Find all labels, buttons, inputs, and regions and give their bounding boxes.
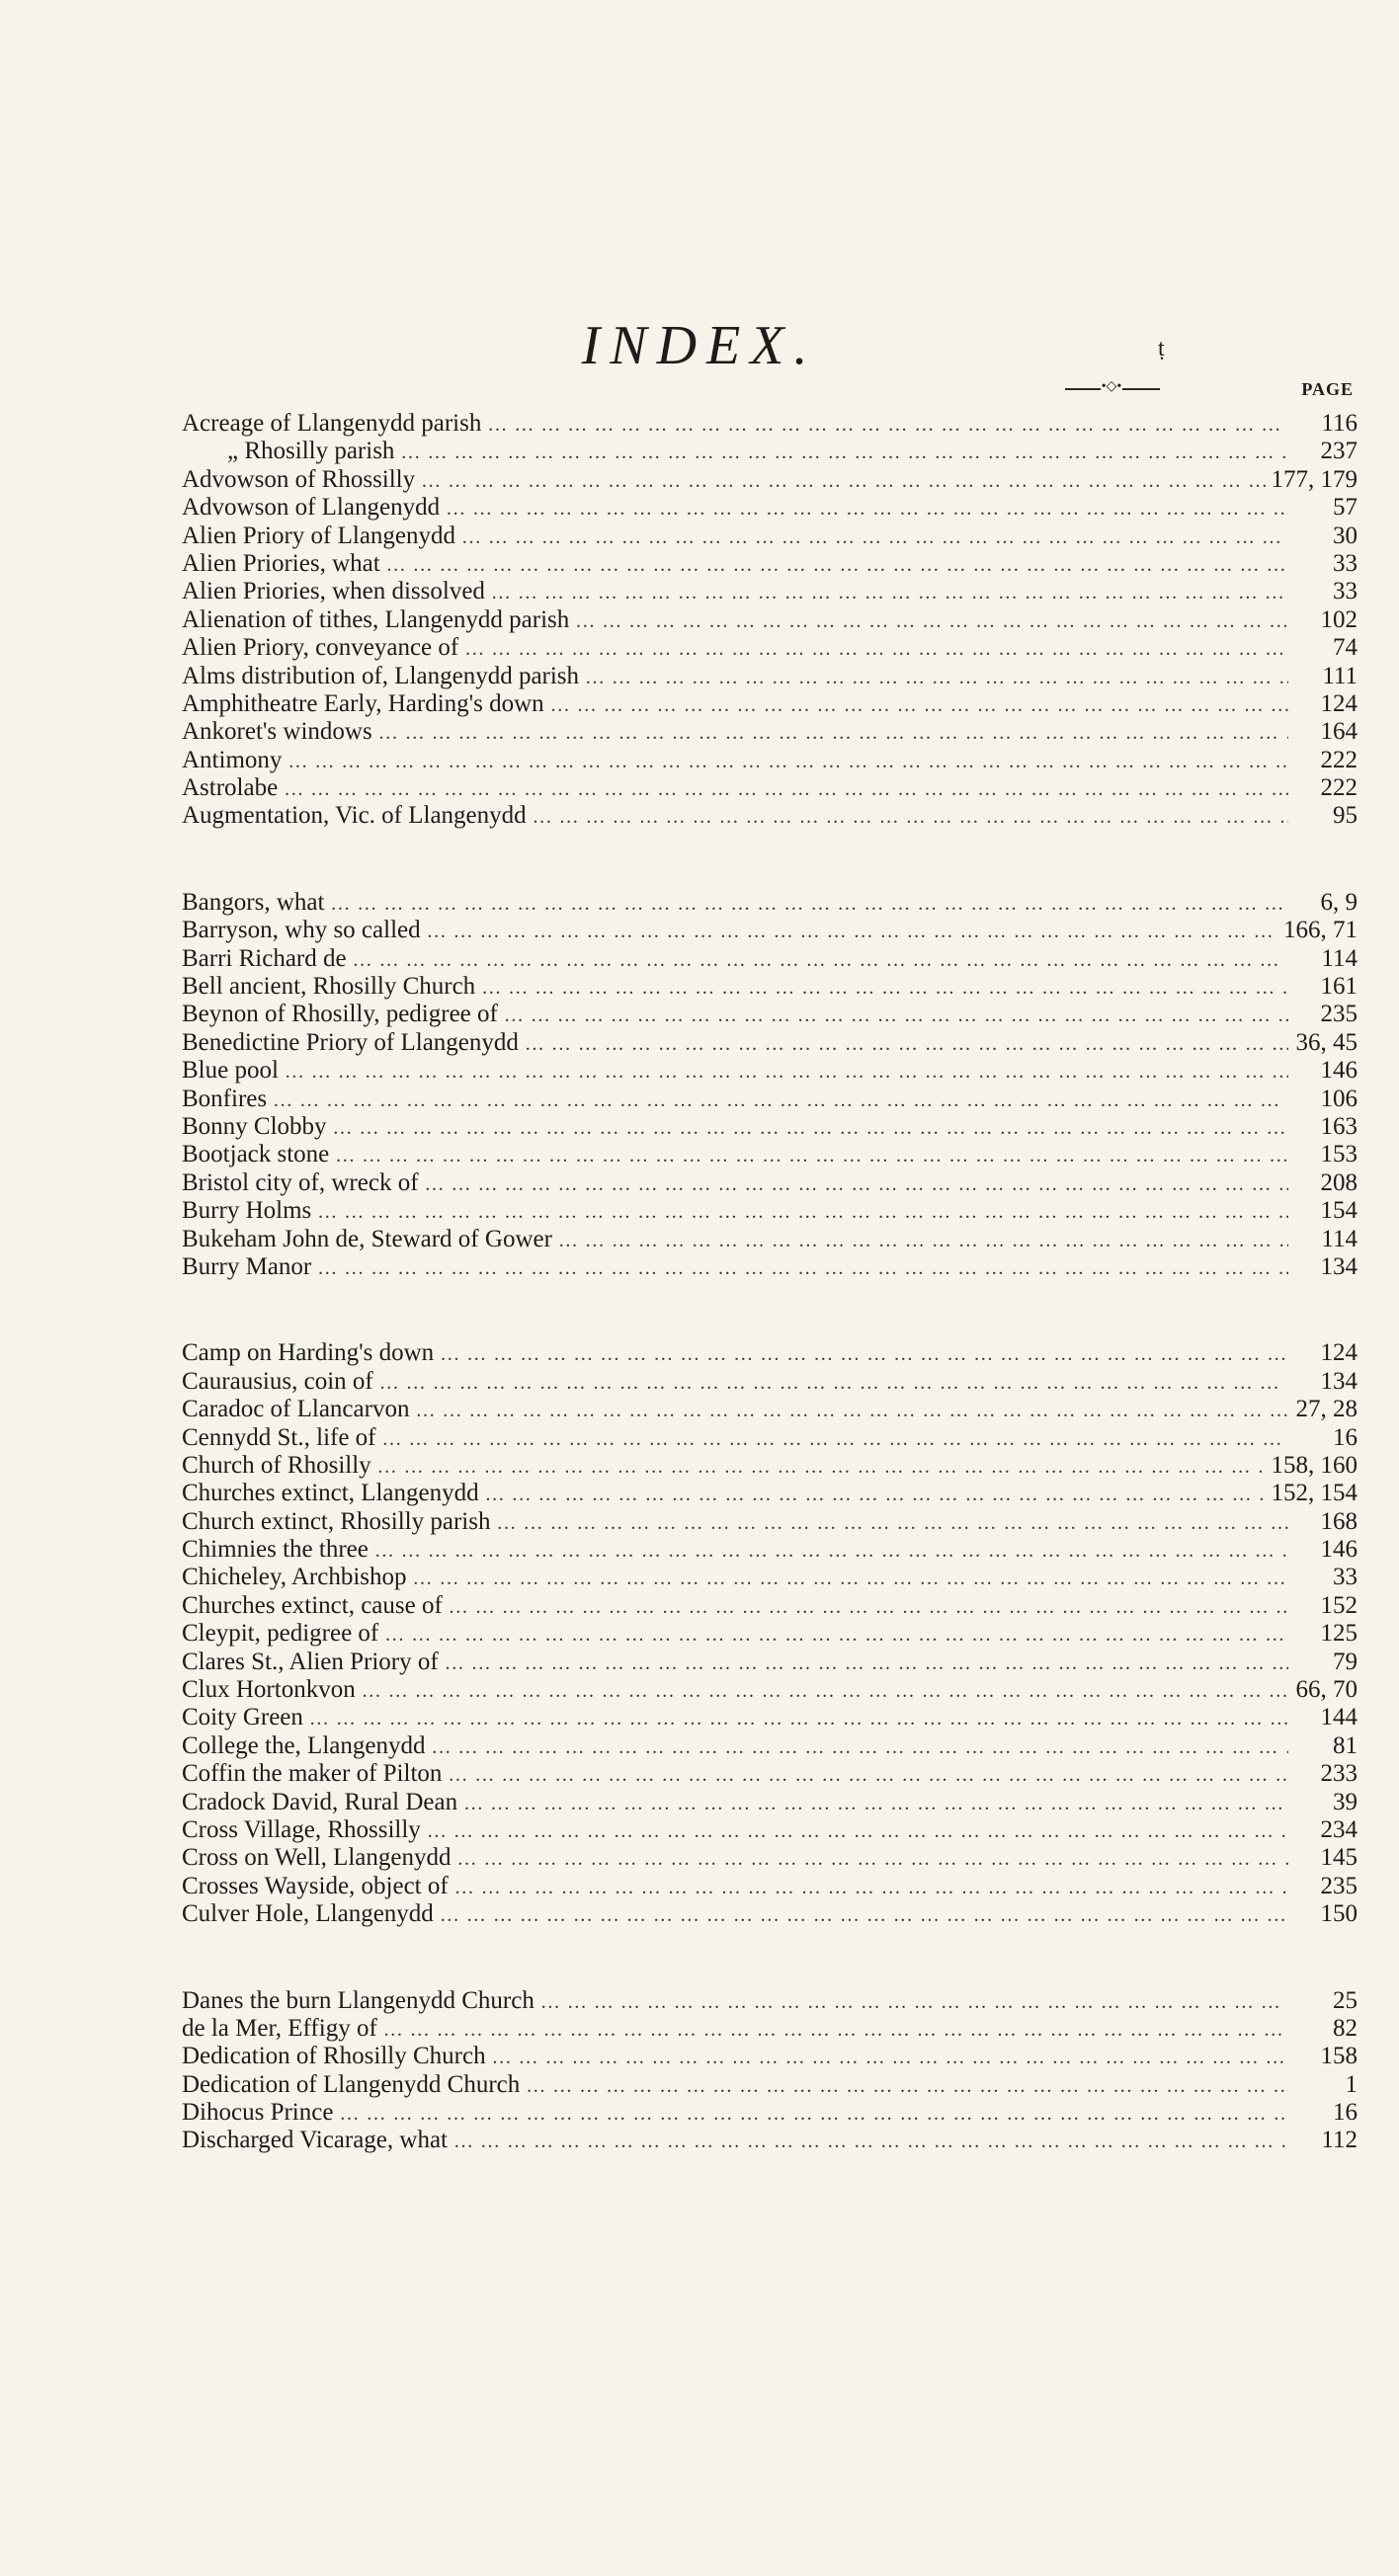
dot-leader	[379, 1369, 1288, 1397]
dot-leader	[400, 439, 1288, 466]
index-entry	[182, 1029, 1358, 1057]
dot-leader	[386, 551, 1288, 579]
dot-leader	[533, 803, 1288, 831]
index-entry	[182, 774, 1358, 802]
dot-leader	[288, 748, 1288, 775]
index-group	[182, 1339, 1358, 1928]
entry-label: Burry Holms	[182, 1197, 312, 1225]
entry-label: Churches extinct, cause of	[182, 1591, 443, 1619]
entry-pages: 27, 28	[1295, 1396, 1358, 1423]
entry-pages: 134	[1320, 1252, 1358, 1280]
dot-leader	[285, 1058, 1288, 1086]
index-entry	[182, 1732, 1358, 1760]
index-entry	[182, 1536, 1358, 1564]
entry-pages: 106	[1320, 1085, 1358, 1112]
dot-leader	[284, 775, 1288, 803]
dot-leader	[382, 1425, 1288, 1453]
entry-pages: 79	[1333, 1648, 1358, 1675]
index-entry	[182, 494, 1358, 522]
entry-label: Caurausius, coin of	[182, 1367, 373, 1395]
dot-leader	[383, 2016, 1288, 2044]
index-entry	[182, 2071, 1358, 2099]
entry-label: Acreage of Llangenydd parish	[182, 410, 482, 437]
entry-label: Coity Green	[182, 1704, 303, 1731]
entry-label: „ Rhosilly parish	[227, 438, 395, 465]
index-entry	[182, 1704, 1358, 1731]
entry-pages: 158, 160	[1271, 1451, 1358, 1479]
index-entry	[182, 1760, 1358, 1788]
entry-pages: 164	[1320, 718, 1358, 746]
entry-label: Bell ancient, Rhosilly Church	[182, 973, 476, 1001]
entry-pages: 33	[1333, 549, 1358, 577]
index-entry	[182, 1676, 1358, 1704]
entry-pages: 82	[1333, 2014, 1358, 2042]
dot-leader	[427, 918, 1277, 945]
index-group	[182, 410, 1358, 831]
entry-pages: 39	[1333, 1788, 1358, 1815]
entry-pages: 161	[1320, 973, 1358, 1001]
entry-label: Barri Richard de	[182, 944, 347, 972]
entry-pages: 124	[1320, 689, 1358, 717]
entry-pages: 116	[1321, 410, 1358, 437]
dot-leader	[585, 664, 1288, 691]
index-entry	[182, 1844, 1358, 1872]
entry-label: Bristol city of, wreck of	[182, 1168, 419, 1196]
entry-pages: 30	[1333, 522, 1358, 549]
entry-pages: 16	[1333, 1423, 1358, 1451]
entry-pages: 33	[1333, 1564, 1358, 1591]
dot-leader	[558, 1227, 1288, 1254]
entry-pages: 124	[1320, 1339, 1358, 1367]
entry-pages: 114	[1321, 1225, 1358, 1252]
dot-leader	[448, 1761, 1288, 1789]
dot-leader	[378, 719, 1288, 747]
dot-leader	[464, 635, 1288, 663]
index-group	[182, 889, 1358, 1281]
index-group	[182, 1987, 1358, 2155]
entry-label: Cross Village, Rhossilly	[182, 1815, 421, 1843]
entry-pages: 177, 179	[1271, 465, 1358, 493]
entry-label: Alien Priories, what	[182, 549, 380, 577]
entry-pages: 112	[1321, 2127, 1358, 2154]
index-entry	[182, 634, 1358, 662]
entry-label: Coffin the maker of Pilton	[182, 1760, 443, 1788]
dot-leader	[481, 974, 1288, 1002]
entry-pages: 222	[1320, 774, 1358, 802]
entry-pages: 152	[1320, 1591, 1358, 1619]
entry-pages: 158	[1320, 2043, 1358, 2070]
index-entry	[182, 747, 1358, 774]
dot-leader	[463, 1790, 1288, 1817]
index-entry	[182, 1873, 1358, 1900]
page-title: INDEX.	[581, 315, 818, 376]
dot-leader	[431, 1733, 1288, 1761]
entry-label: Advowson of Llangenydd	[182, 494, 441, 522]
index-entry	[182, 718, 1358, 746]
index-entry	[182, 1197, 1358, 1225]
entry-label: Culver Hole, Llangenydd	[182, 1900, 434, 1928]
index-entry	[182, 1900, 1358, 1928]
index-entry	[182, 802, 1358, 830]
entry-label: Bangors, what	[182, 888, 325, 916]
entry-label: Chimnies the three	[182, 1536, 369, 1564]
entry-pages: 66, 70	[1295, 1676, 1358, 1704]
entry-pages: 25	[1333, 1986, 1358, 2014]
index-entry	[182, 663, 1358, 690]
page-column-header: PAGE	[1301, 379, 1354, 399]
entry-pages: 234	[1320, 1815, 1358, 1843]
entry-pages: 222	[1320, 746, 1358, 773]
index-entry	[182, 1226, 1358, 1253]
entry-pages: 153	[1320, 1141, 1358, 1168]
entry-label: Caradoc of Llancarvon	[182, 1396, 410, 1423]
index-entry	[182, 1452, 1358, 1480]
entry-pages: 114	[1321, 944, 1358, 972]
entry-label: Danes the burn Llangenydd Church	[182, 1986, 535, 2014]
entry-label: Augmentation, Vic. of Llangenydd	[182, 802, 527, 830]
dot-leader	[335, 1142, 1288, 1169]
dot-leader	[457, 1845, 1289, 1873]
entry-pages: 163	[1320, 1112, 1358, 1140]
dot-leader	[353, 946, 1288, 974]
entry-label: Alienation of tithes, Llangenydd parish	[182, 605, 570, 633]
index-entry	[182, 466, 1358, 494]
dot-leader	[504, 1002, 1288, 1029]
index-entry	[182, 1339, 1358, 1367]
entry-pages: 16	[1333, 2099, 1358, 2127]
index-list	[182, 410, 1358, 2214]
dot-leader	[492, 2044, 1288, 2071]
dot-leader	[575, 607, 1288, 635]
dot-leader	[485, 1481, 1266, 1508]
dot-leader	[317, 1254, 1288, 1282]
entry-label: Churches extinct, Llangenydd	[182, 1480, 479, 1507]
dot-leader	[374, 1537, 1288, 1565]
index-entry	[182, 889, 1358, 917]
index-entry	[182, 1816, 1358, 1844]
entry-pages: 208	[1320, 1168, 1358, 1196]
entry-label: Chicheley, Archbishop	[182, 1564, 407, 1591]
index-entry	[182, 917, 1358, 944]
entry-pages: 168	[1320, 1507, 1358, 1535]
dot-leader	[487, 411, 1288, 439]
entry-label: Alien Priories, when dissolved	[182, 578, 485, 605]
index-entry	[182, 2127, 1358, 2154]
index-entry	[182, 606, 1358, 634]
dot-leader	[339, 2100, 1288, 2128]
entry-label: Camp on Harding's down	[182, 1339, 435, 1367]
entry-pages: 81	[1333, 1731, 1358, 1759]
entry-label: Bukeham John de, Steward of Gower	[182, 1225, 552, 1252]
index-entry	[182, 2099, 1358, 2127]
entry-label: Astrolabe	[182, 774, 279, 802]
entry-pages: 145	[1320, 1844, 1358, 1872]
index-entry	[182, 1649, 1358, 1676]
entry-label: Church of Rhosilly	[182, 1451, 371, 1479]
entry-label: Bootjack stone	[182, 1141, 330, 1168]
entry-label: Benedictine Priory of Llangenydd	[182, 1028, 519, 1056]
index-entry	[182, 945, 1358, 973]
dot-leader	[384, 1621, 1288, 1649]
entry-label: Amphitheatre Early, Harding's down	[182, 689, 544, 717]
dot-leader	[446, 495, 1288, 523]
index-entry	[182, 1169, 1358, 1197]
entry-label: Alien Priory, conveyance of	[182, 634, 459, 662]
index-entry	[182, 523, 1358, 550]
entry-label: Discharged Vicarage, what	[182, 2127, 448, 2154]
entry-pages: 235	[1320, 1872, 1358, 1899]
dot-leader	[453, 2128, 1288, 2155]
entry-label: Bonfires	[182, 1085, 268, 1112]
index-entry	[182, 1253, 1358, 1281]
index-entry	[182, 1480, 1358, 1507]
entry-label: Dihocus Prince	[182, 2099, 334, 2127]
dot-leader	[330, 890, 1288, 918]
entry-label: Burry Manor	[182, 1252, 312, 1280]
dot-leader	[550, 691, 1288, 719]
entry-label: Dedication of Rhosilly Church	[182, 2043, 486, 2070]
entry-label: Church extinct, Rhosilly parish	[182, 1507, 491, 1535]
entry-label: Cleypit, pedigree of	[182, 1620, 379, 1648]
dot-leader	[413, 1565, 1288, 1592]
entry-pages: 6, 9	[1320, 888, 1358, 916]
entry-label: Ankoret's windows	[182, 718, 372, 746]
dot-leader	[415, 1397, 1288, 1424]
entry-pages: 233	[1320, 1760, 1358, 1788]
index-entry	[182, 1086, 1358, 1113]
entry-label: Dedication of Llangenydd Church	[182, 2070, 521, 2098]
entry-label: Antimony	[182, 746, 283, 773]
entry-pages: 33	[1333, 578, 1358, 605]
dot-leader	[427, 1817, 1288, 1845]
dot-leader	[425, 1170, 1288, 1198]
entry-label: Beynon of Rhosilly, pedigree of	[182, 1001, 498, 1028]
index-entry	[182, 2015, 1358, 2043]
dot-leader	[333, 1114, 1288, 1142]
entry-label: Cradock David, Rural Dean	[182, 1788, 458, 1815]
index-entry	[182, 1789, 1358, 1816]
entry-label: Clux Hortonkvon	[182, 1676, 356, 1704]
dot-leader	[273, 1087, 1288, 1114]
index-entry	[182, 690, 1358, 718]
index-entry	[182, 973, 1358, 1001]
dot-leader	[540, 1988, 1288, 2016]
index-entry	[182, 1592, 1358, 1620]
dot-leader	[525, 1030, 1288, 1058]
entry-pages: 146	[1320, 1057, 1358, 1085]
dot-leader	[317, 1198, 1288, 1226]
index-entry	[182, 1564, 1358, 1591]
entry-label: de la Mer, Effigy of	[182, 2014, 377, 2042]
entry-label: Advowson of Rhossilly	[182, 465, 416, 493]
index-entry	[182, 2043, 1358, 2070]
index-entry	[182, 1424, 1358, 1452]
index-entry	[182, 550, 1358, 578]
entry-pages: 166, 71	[1283, 917, 1358, 944]
entry-pages: 134	[1320, 1367, 1358, 1395]
dot-leader	[496, 1509, 1288, 1537]
index-entry	[182, 1987, 1358, 2015]
entry-pages: 235	[1320, 1001, 1358, 1028]
entry-label: Cennydd St., life of	[182, 1423, 376, 1451]
dot-leader	[309, 1705, 1288, 1732]
entry-label: Blue pool	[182, 1057, 279, 1085]
index-entry	[182, 1620, 1358, 1648]
dot-leader	[440, 1901, 1288, 1929]
index-entry	[182, 1113, 1358, 1141]
entry-label: Bonny Clobby	[182, 1112, 327, 1140]
entry-pages: 237	[1320, 438, 1358, 465]
index-entry	[182, 1001, 1358, 1028]
corner-mark: ṭ	[1158, 336, 1165, 362]
entry-pages: 57	[1333, 494, 1358, 522]
entry-label: Alms distribution of, Llangenydd parish	[182, 662, 580, 689]
dot-leader	[491, 579, 1288, 606]
index-entry	[182, 1141, 1358, 1168]
dot-leader	[440, 1340, 1288, 1368]
dot-leader	[454, 1874, 1288, 1901]
entry-pages: 144	[1320, 1704, 1358, 1731]
entry-pages: 111	[1322, 662, 1358, 689]
index-entry	[182, 1368, 1358, 1396]
entry-pages: 102	[1320, 605, 1358, 633]
entry-pages: 146	[1320, 1536, 1358, 1564]
entry-label: Barryson, why so called	[182, 917, 421, 944]
index-entry	[182, 1057, 1358, 1085]
dot-leader	[461, 523, 1288, 551]
dot-leader	[362, 1677, 1288, 1705]
entry-pages: 152, 154	[1271, 1480, 1358, 1507]
rule-ornament-icon: •◇•	[1101, 379, 1122, 394]
entry-pages: 36, 45	[1295, 1028, 1358, 1056]
entry-label: Alien Priory of Llangenydd	[182, 522, 456, 549]
entry-label: Crosses Wayside, object of	[182, 1872, 449, 1899]
dot-leader	[377, 1453, 1266, 1481]
entry-pages: 74	[1333, 634, 1358, 662]
index-entry	[182, 410, 1358, 438]
entry-label: College the, Llangenydd	[182, 1731, 426, 1759]
entry-pages: 95	[1333, 802, 1358, 830]
entry-pages: 1	[1345, 2070, 1358, 2098]
index-entry	[182, 578, 1358, 605]
index-entry	[182, 438, 1358, 465]
dot-leader	[526, 2072, 1288, 2100]
dot-leader	[445, 1650, 1288, 1677]
entry-label: Cross on Well, Llangenydd	[182, 1844, 452, 1872]
dot-leader	[421, 467, 1265, 495]
entry-pages: 150	[1320, 1900, 1358, 1928]
entry-pages: 154	[1320, 1197, 1358, 1225]
dot-leader	[449, 1593, 1288, 1621]
index-entry	[182, 1508, 1358, 1536]
entry-label: Clares St., Alien Priory of	[182, 1648, 439, 1675]
entry-pages: 125	[1320, 1620, 1358, 1648]
index-entry	[182, 1396, 1358, 1423]
